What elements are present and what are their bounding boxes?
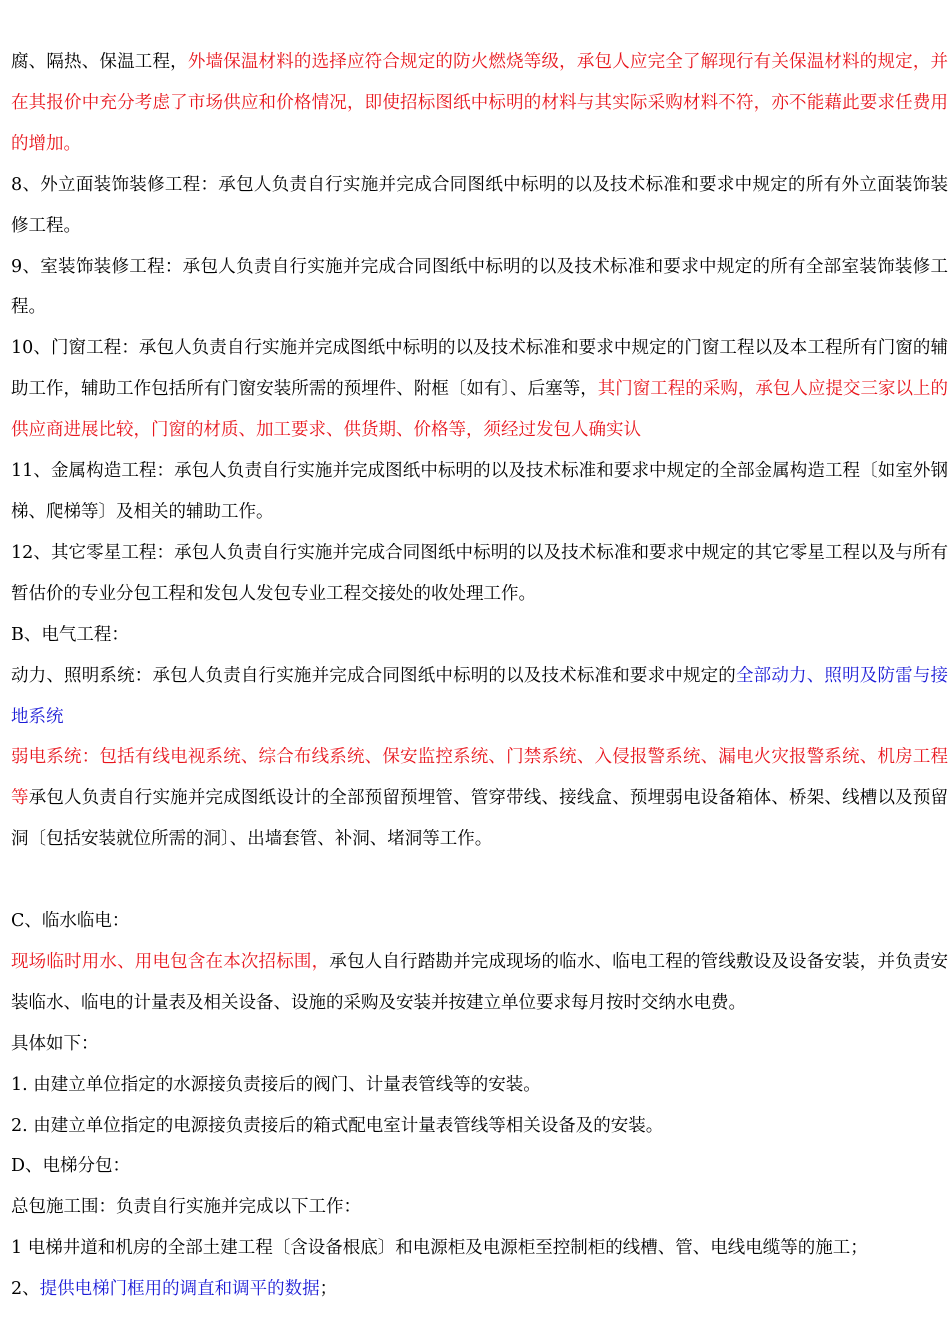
text-run: 1 电梯井道和机房的全部土建工程〔含设备根底〕和电源柜及电源柜至控制柜的线槽、管、电线电缆等的施工； [11,1238,868,1259]
text-run: 8、外立面装饰装修工程：承包人负责自行实施并完成合同图纸中标明的以及技术标准和要求中规定的所有外立面装饰装修工程。 [11,174,948,236]
text-run: B、电气工程： [11,624,129,645]
text-run: D、电梯分包： [11,1156,131,1177]
text-run: 现场临时用水、用电包含在本次招标围， [11,951,330,972]
text-run: C、临水临电： [11,911,130,932]
paragraph-p14 [11,1106,948,1147]
paragraph-p10 [11,901,948,942]
paragraph-p7 [11,615,948,656]
paragraph-p12 [11,1024,948,1065]
text-run: 外墙保温材料的选择应符合规定的防火燃烧等级，承包人应完全了解现行有关保温材料的规定，并在其报价中充分考虑了市场供应和价格情况，即使招标图纸中标明的材料与其实际采购材料不符，亦不能藉此要求任费用的增加。 [11,52,948,154]
text-run: 10、门窗工程：承包人负责自行实施并完成图纸中标明的以及技术标准和要求中规定的门窗工程以及本工程所有门窗的辅助工作，辅助工作包括所有门窗安装所需的预埋件、附框〔如有〕、后塞等， [11,338,948,400]
text-run: 具体如下： [11,1033,99,1054]
paragraph-p4 [11,328,948,451]
blank-line [11,860,948,901]
text-run: 2、 [11,1279,40,1300]
text-run: 全部动力、照明及防雷与接地系统 [11,665,949,727]
paragraph-p9 [11,737,948,860]
text-run: 腐、隔热、保温工程， [11,52,188,72]
text-run: 2. 由建立单位指定的电源接负责接后的箱式配电室计量表管线等相关设备及的安装。 [11,1115,664,1136]
paragraph-p11 [11,942,948,1024]
text-run: 其门窗工程的采购，承包人应提交三家以上的供应商进展比较，门窗的材质、加工要求、供货期、价格等，须经过发包人确实认 [11,379,949,441]
text-run: 12、其它零星工程：承包人负责自行实施并完成合同图纸中标明的以及技术标准和要求中规定的其它零星工程以及与所有暂估价的专业分包工程和发包人发包专业工程交接处的收处理工作。 [11,542,948,604]
text-run: 9、室装饰装修工程：承包人负责自行实施并完成合同图纸中标明的以及技术标准和要求中规定的所有全部室装饰装修工程。 [11,256,948,318]
paragraph-p15 [11,1146,948,1187]
paragraph-p13 [11,1065,948,1106]
paragraph-p6 [11,533,948,615]
text-run: 承包人自行踏勘并完成现场的临水、临电工程的管线敷设及设备安装，并负责安装临水、临电的计量表及相关设备、设施的采购及安装并按建立单位要求每月按时交纳水电费。 [11,951,949,1013]
text-run: 总包施工围：负责自行实施并完成以下工作： [11,1197,361,1218]
paragraph-p8 [11,656,948,738]
paragraph-p18 [11,1269,948,1310]
text-run: 11、金属构造工程：承包人负责自行实施并完成图纸中标明的以及技术标准和要求中规定的全部金属构造工程〔如室外钢梯、爬梯等〕及相关的辅助工作。 [11,461,948,522]
paragraph-p17 [11,1228,948,1269]
paragraph-p1 [11,42,948,165]
text-run: 提供电梯门框用的调直和调平的数据 [39,1279,320,1300]
paragraph-p5 [11,451,948,533]
text-run: 弱电系统：包括有线电视系统、综合布线系统、保安监控系统、门禁系统、入侵报警系统、漏电火灾报警系统、机房工程等 [11,747,948,809]
text-run: ； [319,1279,338,1300]
paragraph-p2 [11,165,948,247]
text-run: 承包人负责自行实施并完成图纸设计的全部预留预埋管、管穿带线、接线盒、预埋弱电设备箱体、桥架、线槽以及预留洞〔包括安装就位所需的洞〕、出墙套管、补洞、堵洞等工作。 [11,788,949,850]
text-run: 1. 由建立单位指定的水源接负责接后的阀门、计量表管线等的安装。 [11,1074,541,1095]
paragraph-p16 [11,1187,948,1228]
paragraph-p3 [11,247,948,329]
text-run: 动力、照明系统：承包人负责自行实施并完成合同图纸中标明的以及技术标准和要求中规定的 [11,665,736,686]
